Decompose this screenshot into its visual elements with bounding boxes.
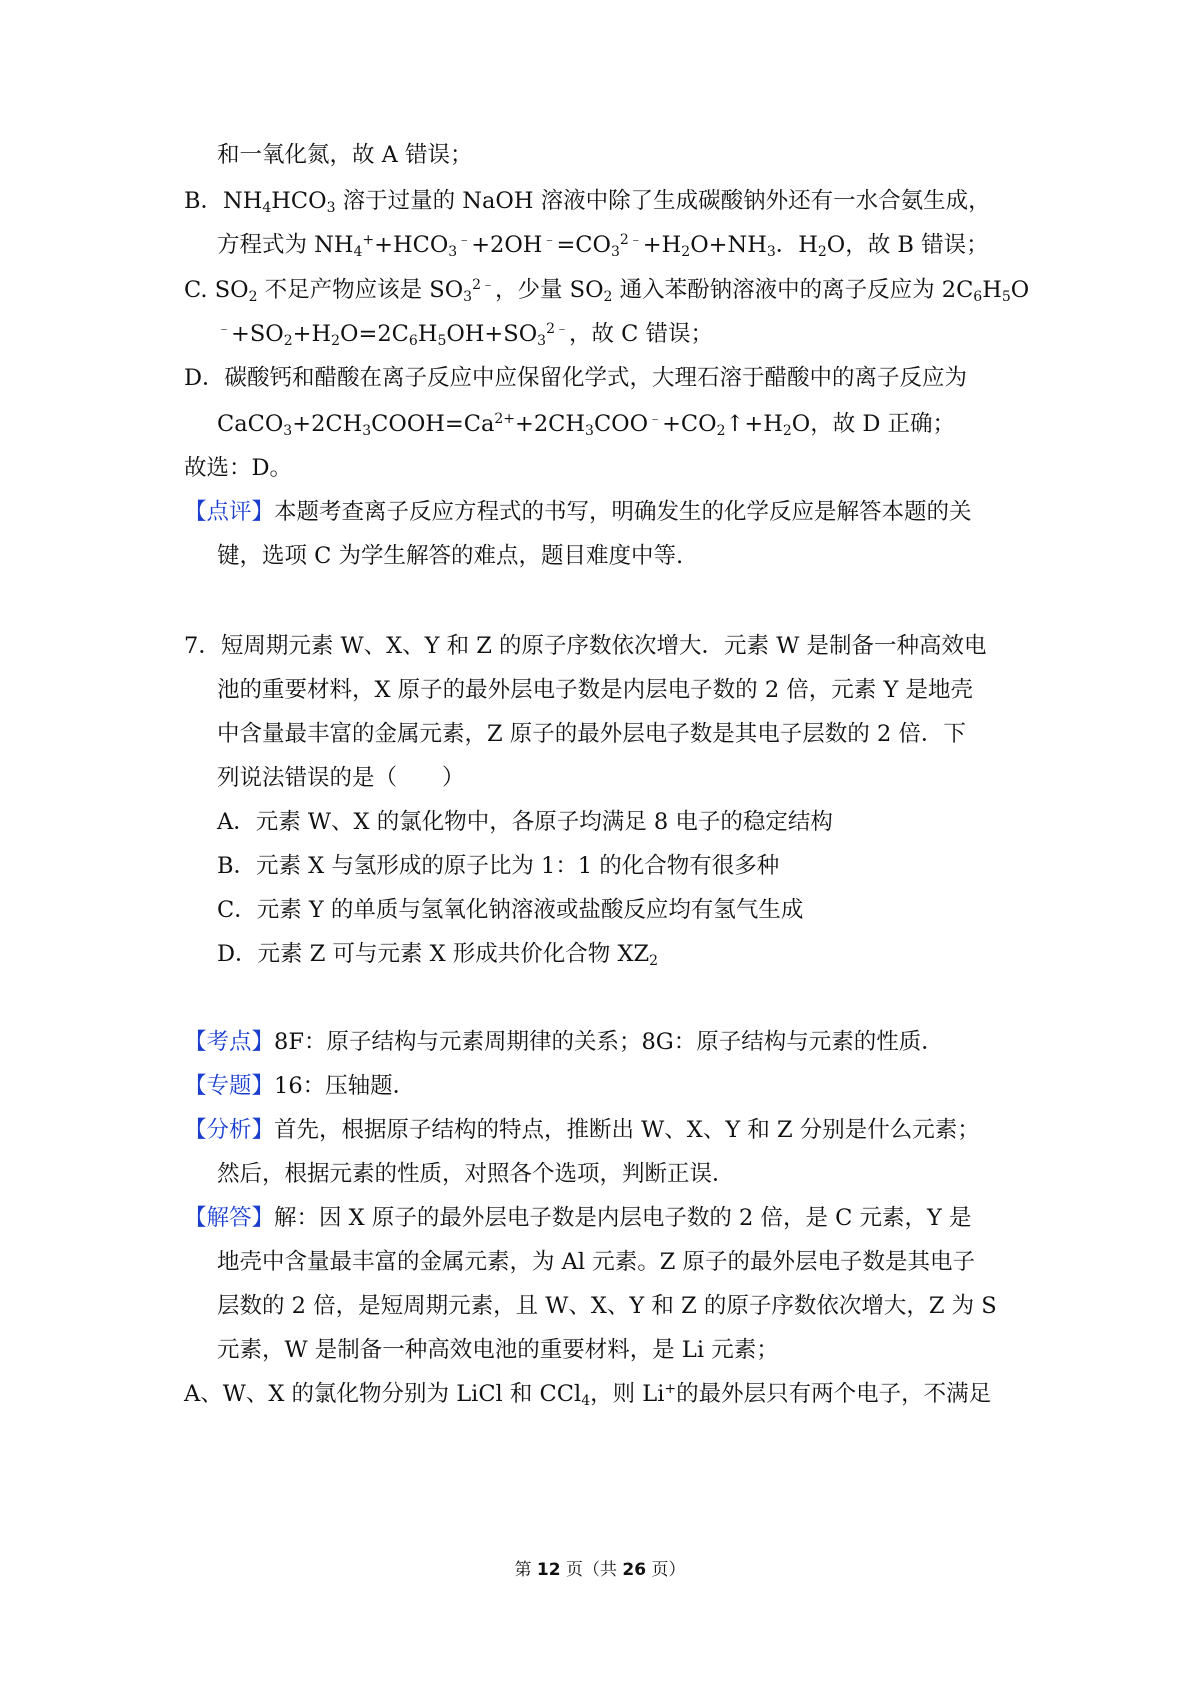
knowledge-point: 【考点】8F：原子结构与元素周期律的关系；8G：原子结构与元素的性质． (184, 1029, 944, 1055)
question-7-option-d: D．元素 Z 可与元素 X 形成共价化合物 $XZ_2$ (217, 941, 659, 969)
answer-d-line2: $CaCO_3+2CH_3COOH=Ca^{2+}+2CH_3COO^﹣+CO_2↑+H_2O$，故 D 正确； (217, 411, 956, 439)
page-total: 26 (622, 1560, 647, 1580)
knowledge-point-tag: 【考点】 (184, 1029, 275, 1055)
answer-c-line1: C. $SO_2$ 不足产物应该是 $SO_3^{2﹣}$，少量 $SO_2$ 通入苯酚钠溶液中的离子反应为 $2C_6H_5O$ (184, 277, 1030, 305)
topic: 【专题】16：压轴题． (184, 1073, 416, 1099)
solution-line3: 层数的 2 倍，是短周期元素，且 W、X、Y 和 Z 的原子序数依次增大，Z 为 S (217, 1293, 997, 1319)
answer-d-line1: D．碳酸钙和醋酸在离子反应中应保留化学式，大理石溶于醋酸中的离子反应为 (184, 365, 968, 391)
answer-b-line1: B．$NH_4HCO_3$ 溶于过量的 NaOH 溶液中除了生成碳酸钠外还有一水合氨生成， (184, 188, 991, 216)
question-7-option-a: A．元素 W、X 的氯化物中，各原子均满足 8 电子的稳定结构 (217, 809, 833, 835)
page-number: 12 (536, 1560, 561, 1580)
solution-line2: 地壳中含量最丰富的金属元素，为 Al 元素。Z 原子的最外层电子数是其电子 (217, 1249, 976, 1275)
question-7-stem-line1: 7．短周期元素 W、X、Y 和 Z 的原子序数依次增大．元素 W 是制备一种高效电 (184, 633, 987, 659)
question-7-stem-line2: 池的重要材料，X 原子的最外层电子数是内层电子数的 2 倍，元素 Y 是地壳 (217, 677, 973, 703)
solution-tag: 【解答】 (184, 1205, 275, 1231)
analysis-line2: 然后，根据元素的性质，对照各个选项，判断正误． (217, 1161, 735, 1187)
review-tag: 【点评】 (184, 499, 275, 525)
answer-b-line2: 方程式为 $NH_4^++HCO_3^﹣+2OH^﹣=CO_3^{2﹣}+H_2O+NH_3$．$H_2O$，故 B 错误； (217, 232, 989, 260)
question-7-stem-line3: 中含量最丰富的金属元素，Z 原子的最外层电子数是其电子层数的 2 倍．下 (217, 721, 966, 747)
solution-line4: 元素，W 是制备一种高效电池的重要材料，是 Li 元素； (217, 1337, 779, 1363)
review-line2: 键，选项 C 为学生解答的难点，题目难度中等. (217, 543, 684, 569)
answer-choice: 故选：D。 (184, 455, 293, 481)
answer-a-tail: 和一氧化氮，故 A 错误； (217, 142, 473, 168)
answer-c-line2: $^﹣+SO_2+H_2O=2C_6H_5OH+SO_3^{2﹣}$，故 C 错误； (217, 321, 714, 349)
solution-option-a: A、W、X 的氯化物分别为 LiCl 和 CCl$_4$，则 Li+的最外层只有两个电子，不满足 (184, 1381, 992, 1409)
analysis-line1: 【分析】首先，根据原子结构的特点，推断出 W、X、Y 和 Z 分别是什么元素； (184, 1117, 980, 1143)
topic-tag: 【专题】 (184, 1073, 275, 1099)
question-7-option-c: C．元素 Y 的单质与氢氧化钠溶液或盐酸反应均有氢气生成 (217, 897, 804, 923)
solution-line1: 【解答】解：因 X 原子的最外层电子数是内层电子数的 2 倍，是 C 元素，Y 是 (184, 1205, 972, 1231)
review-line1: 【点评】本题考查离子反应方程式的书写，明确发生的化学反应是解答本题的关 (184, 499, 972, 525)
question-7-option-b: B．元素 X 与氢形成的原子比为 1：1 的化合物有很多种 (217, 853, 780, 879)
page-footer: 第 12 页（共 26 页） (514, 1560, 686, 1580)
analysis-tag: 【分析】 (184, 1117, 275, 1143)
question-7-stem-line4: 列说法错误的是（ ） (217, 765, 465, 791)
